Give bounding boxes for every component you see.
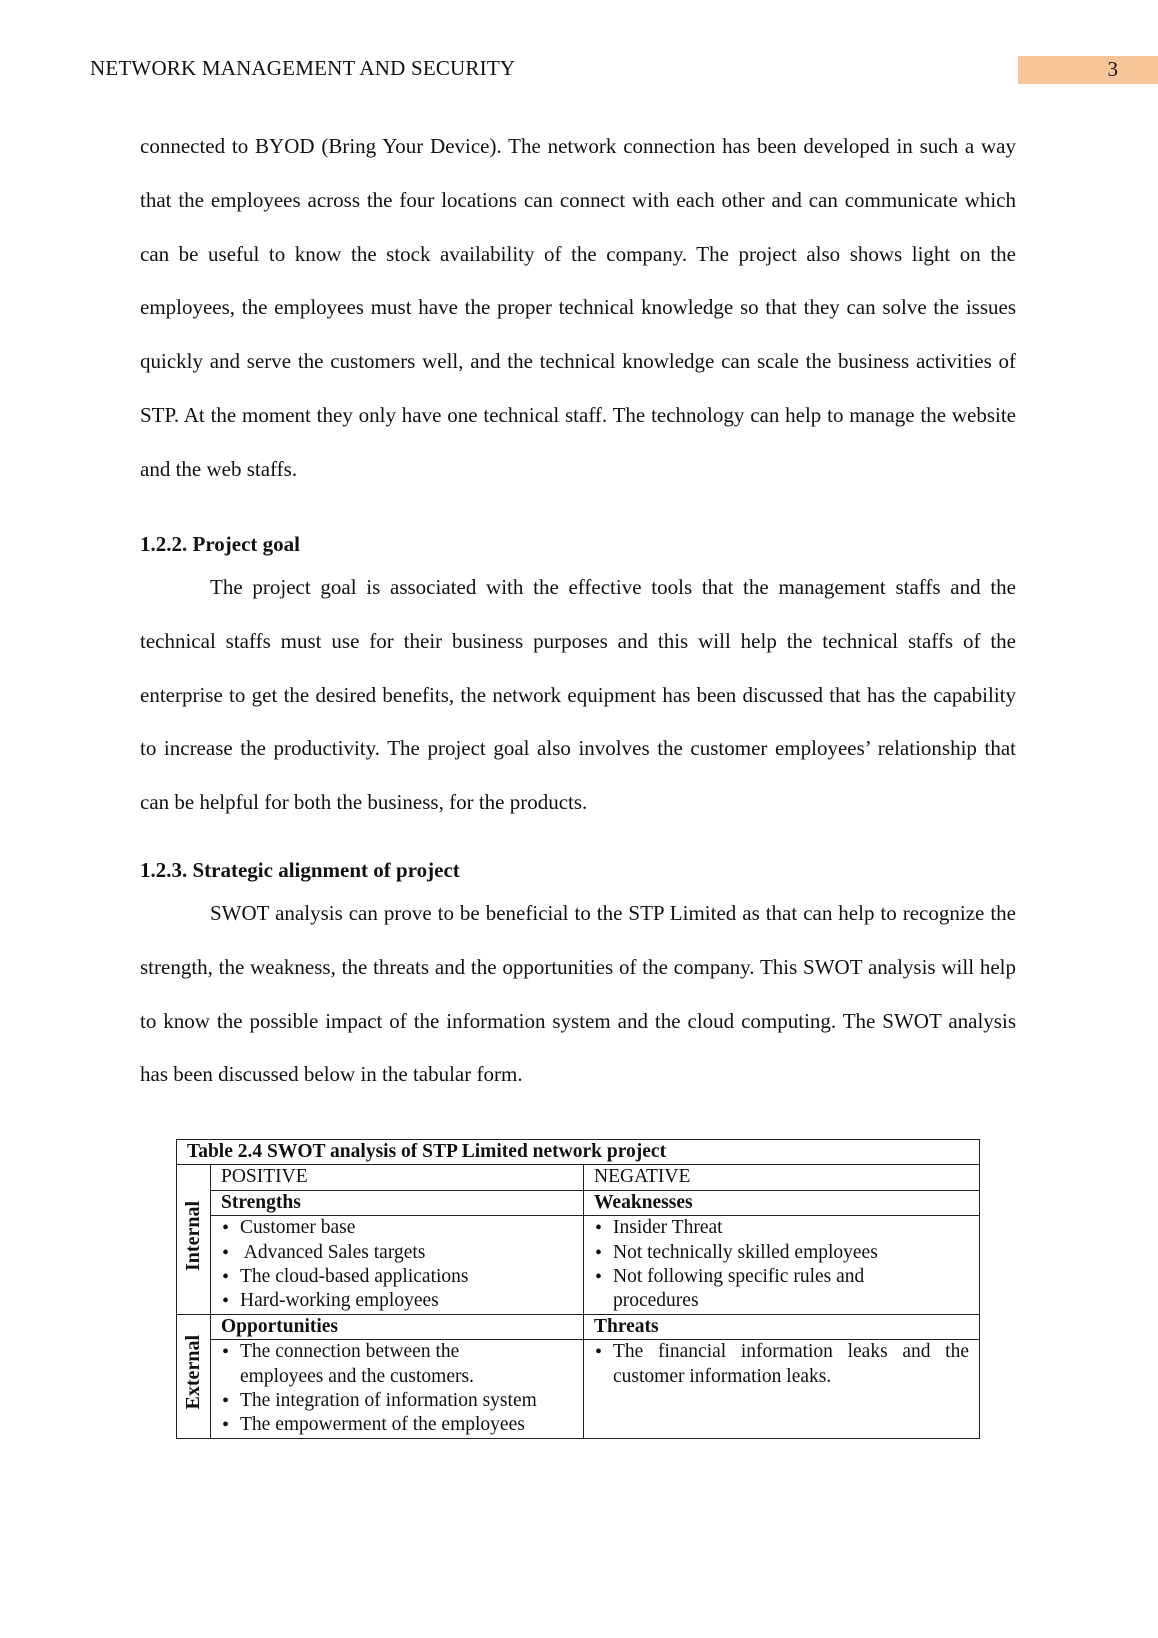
list-item: • Advanced Sales targets	[221, 1241, 573, 1265]
list-item: • The financial information leaks and the customer information leaks.	[594, 1340, 969, 1389]
heading-project-goal: 1.2.2. Project goal	[140, 532, 300, 556]
threats-title: Threats	[584, 1314, 980, 1339]
heading-strategic-alignment: 1.2.3. Strategic alignment of project	[140, 858, 460, 882]
list-item: • The connection between the employees and the customers.	[221, 1340, 573, 1389]
list-item: • Not following specific rules and procedures	[594, 1265, 969, 1314]
opportunities-title: Opportunities	[211, 1314, 584, 1339]
strengths-title: Strengths	[211, 1190, 584, 1215]
intro-paragraph: connected to BYOD (Bring Your Device). The network connection has been developed in such a way that the employees across the four locations can connect with each other and can communicate which can be useful to know the stock availability of the company. The project also shows light on the employees, the employees must have the proper technical knowledge so that they can solve the issues quickly and serve the customers well, and the technical knowledge can scale the business activities of STP. At the moment they only have one technical staff. The technology can help to manage the website and the web staffs.	[140, 134, 1016, 481]
swot-table	[176, 1139, 980, 1439]
list-item: • Customer base	[221, 1216, 573, 1240]
strengths-weaknesses-items-row	[177, 1216, 980, 1315]
running-header: NETWORK MANAGEMENT AND SECURITY	[90, 56, 516, 80]
strengths-cell	[211, 1216, 584, 1315]
weaknesses-list	[594, 1216, 969, 1314]
external-label-cell	[177, 1314, 211, 1438]
project-goal-section	[140, 561, 1016, 830]
opportunities-threats-title-row	[177, 1314, 980, 1339]
project-goal-paragraph: The project goal is associated with the effective tools that the management staffs and the technical staffs must use for their business purposes and this will help the technical staffs of the enterprise to get the desired benefits, the network equipment has been discussed that has the capability to increase the productivity. The project goal also involves the customer employees’ relationship that can be helpful for both the business, for the products.	[140, 575, 1016, 815]
list-item: • The cloud-based applications	[221, 1265, 573, 1289]
internal-label-cell	[177, 1165, 211, 1314]
list-item: • Hard-working employees	[221, 1289, 573, 1313]
table-caption-row	[177, 1140, 980, 1165]
strengths-weaknesses-title-row	[177, 1190, 980, 1215]
opportunities-threats-items-row	[177, 1340, 980, 1439]
list-item: • Not technically skilled employees	[594, 1241, 969, 1265]
weaknesses-title: Weaknesses	[584, 1190, 980, 1215]
table-caption: Table 2.4 SWOT analysis of STP Limited network project	[177, 1140, 980, 1165]
positive-header: POSITIVE	[211, 1165, 584, 1190]
strategic-section	[140, 887, 1016, 1102]
page-number-box	[1018, 56, 1158, 84]
threats-cell	[584, 1340, 980, 1439]
list-item: • Insider Threat	[594, 1216, 969, 1240]
table-header-row	[177, 1165, 980, 1190]
strengths-list	[221, 1216, 573, 1314]
opportunities-list	[221, 1340, 573, 1438]
list-item: • The empowerment of the employees	[221, 1413, 573, 1437]
external-label: External	[182, 1335, 205, 1410]
intro-section	[140, 120, 1016, 497]
internal-label: Internal	[182, 1200, 205, 1271]
weaknesses-cell	[584, 1216, 980, 1315]
strategic-paragraph: SWOT analysis can prove to be beneficial to the STP Limited as that can help to recognize the strength, the weakness, the threats and the opportunities of the company. This SWOT analysis will help to know the possible impact of the information system and the cloud computing. The SWOT analysis has been discussed below in the tabular form.	[140, 901, 1016, 1087]
threats-list	[594, 1340, 969, 1389]
negative-header: NEGATIVE	[584, 1165, 980, 1190]
page-number: 3	[1107, 57, 1118, 81]
list-item: • The integration of information system	[221, 1389, 573, 1413]
opportunities-cell	[211, 1340, 584, 1439]
